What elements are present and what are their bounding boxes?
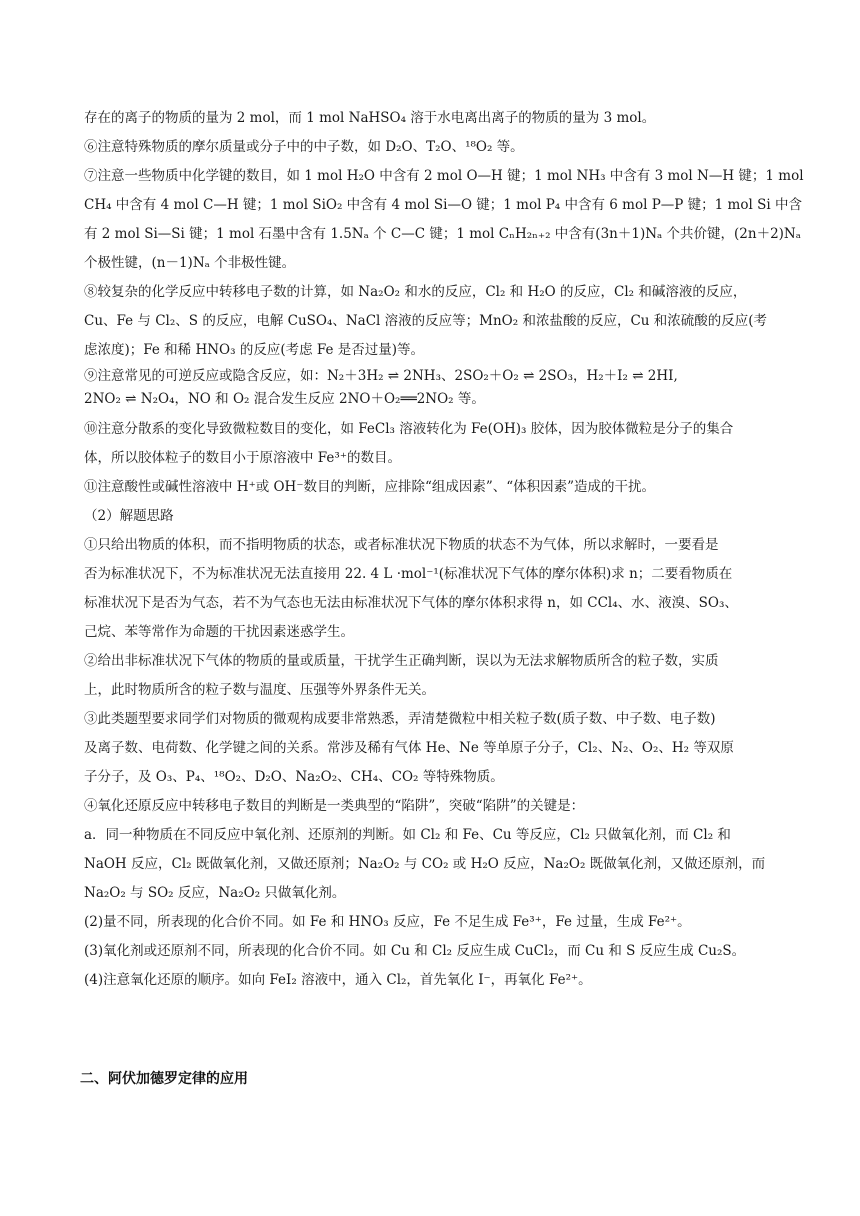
text-line-8: Cu、Fe 与 Cl₂、S 的反应，电解 CuSO₄、NaCl 溶液的反应等；MnO₂ 和浓盐酸的反应，Cu 和浓硫酸的反应(考 xyxy=(84,313,768,329)
text-line-29: (2)量不同，所表现的化合价不同。如 Fe 和 HNO₃ 反应，Fe 不足生成 Fe³⁺，Fe 过量，生成 Fe²⁺。 xyxy=(84,914,691,930)
text-line-22: ③此类题型要求同学们对物质的微观构成要非常熟悉，弄清楚微粒中相关粒子数(质子数、中子数、电子数) xyxy=(84,711,716,727)
text-line-12: ⑩注意分散系的变化导致微粒数目的变化，如 FeCl₃ 溶液转化为 Fe(OH)₃ 胶体，因为胶体微粒是分子的集合 xyxy=(84,421,734,437)
text-line-18: 标准状况下是否为气态，若不为气态也无法由标准状况下气体的摩尔体积求得 n，如 CCl₄、水、液溴、SO₃、 xyxy=(84,595,738,611)
text-line-2: ⑥注意特殊物质的摩尔质量或分子中的中子数，如 D₂O、T₂O、¹⁸O₂ 等。 xyxy=(84,139,524,155)
text-line-31: (4)注意氧化还原的顺序。如向 FeI₂ 溶液中，通入 Cl₂，首先氧化 I⁻，再氧化 Fe²⁺。 xyxy=(84,972,592,988)
text-line-26: a．同一种物质在不同反应中氧化剂、还原剂的判断。如 Cl₂ 和 Fe、Cu 等反应，Cl₂ 只做氧化剂，而 Cl₂ 和 xyxy=(84,827,731,843)
text-line-4: CH₄ 中含有 4 mol C—H 键；1 mol SiO₂ 中含有 4 mol Si—O 键；1 mol P₄ 中含有 6 mol P—P 键；1 mol Si 中含 xyxy=(84,197,802,213)
text-line-19: 己烷、苯等常作为命题的干扰因素迷惑学生。 xyxy=(84,624,354,640)
text-line-30: (3)氧化剂或还原剂不同，所表现的化合价不同。如 Cu 和 Cl₂ 反应生成 CuCl₂，而 Cu 和 S 反应生成 Cu₂S。 xyxy=(84,943,746,959)
text-line-17: 否为标准状况下，不为标准状况无法直接用 22. 4 L ·mol⁻¹(标准状况下气体的摩尔体积)求 n；二要看物质在 xyxy=(84,566,733,582)
text-line-11: 2NO₂ ⇌ N₂O₄，NO 和 O₂ 混合发生反应 2NO＋O₂══2NO₂ 等。 xyxy=(84,391,485,407)
text-line-5: 有 2 mol Si—Si 键；1 mol 石墨中含有 1.5Nₐ 个 C—C 键；1 mol CₙH₂ₙ₊₂ 中含有(3n＋1)Nₐ 个共价键，(2n＋2)Nₐ xyxy=(84,226,801,242)
text-line-1: 存在的离子的物质的量为 2 mol，而 1 mol NaHSO₄ 溶于水电离出离子的物质的量为 3 mol。 xyxy=(84,110,656,126)
text-line-3: ⑦注意一些物质中化学键的数目，如 1 mol H₂O 中含有 2 mol O—H 键；1 mol NH₃ 中含有 3 mol N—H 键；1 mol xyxy=(84,168,804,184)
text-line-7: ⑧较复杂的化学反应中转移电子数的计算，如 Na₂O₂ 和水的反应，Cl₂ 和 H₂O 的反应，Cl₂ 和碱溶液的反应， xyxy=(84,284,747,300)
text-line-10: ⑨注意常见的可逆反应或隐含反应，如：N₂＋3H₂ ⇌ 2NH₃、2SO₂＋O₂ ⇌ 2SO₃，H₂＋I₂ ⇌ 2HI, xyxy=(84,368,678,384)
text-line-16: ①只给出物质的体积，而不指明物质的状态，或者标准状况下物质的状态不为气体，所以求解时，一要看是 xyxy=(84,537,719,553)
text-line-25: ④氧化还原反应中转移电子数目的判断是一类典型的“陷阱”，突破“陷阱”的关键是： xyxy=(84,798,585,814)
text-line-28: Na₂O₂ 与 SO₂ 反应，Na₂O₂ 只做氧化剂。 xyxy=(84,885,346,901)
text-line-20: ②给出非标准状况下气体的物质的量或质量，干扰学生正确判断，误以为无法求解物质所含的粒子数，实质 xyxy=(84,653,719,669)
section-heading: 二、阿伏加德罗定律的应用 xyxy=(80,1071,248,1087)
text-line-21: 上，此时物质所含的粒子数与温度、压强等外界条件无关。 xyxy=(84,682,435,698)
text-line-14: ⑪注意酸性或碱性溶液中 H⁺或 OH⁻数目的判断，应排除“组成因素”、“体积因素”造成的干扰。 xyxy=(84,479,656,495)
subsection-title: （2）解题思路 xyxy=(84,508,174,524)
text-line-6: 个极性键，(n－1)Nₐ 个非极性键。 xyxy=(84,255,296,271)
document-body xyxy=(84,104,808,995)
text-line-9: 虑浓度)；Fe 和稀 HNO₃ 的反应(考虑 Fe 是否过量)等。 xyxy=(84,342,425,358)
text-line-13: 体，所以胶体粒子的数目小于原溶液中 Fe³⁺的数目。 xyxy=(84,450,401,466)
text-line-23: 及离子数、电荷数、化学键之间的关系。常涉及稀有气体 He、Ne 等单原子分子，Cl₂、N₂、O₂、H₂ 等双原 xyxy=(84,740,734,756)
text-line-24: 子分子，及 O₃、P₄、¹⁸O₂、D₂O、Na₂O₂、CH₄、CO₂ 等特殊物质。 xyxy=(84,769,504,785)
text-line-27: NaOH 反应，Cl₂ 既做氧化剂，又做还原剂；Na₂O₂ 与 CO₂ 或 H₂O 反应，Na₂O₂ 既做氧化剂，又做还原剂，而 xyxy=(84,856,766,872)
